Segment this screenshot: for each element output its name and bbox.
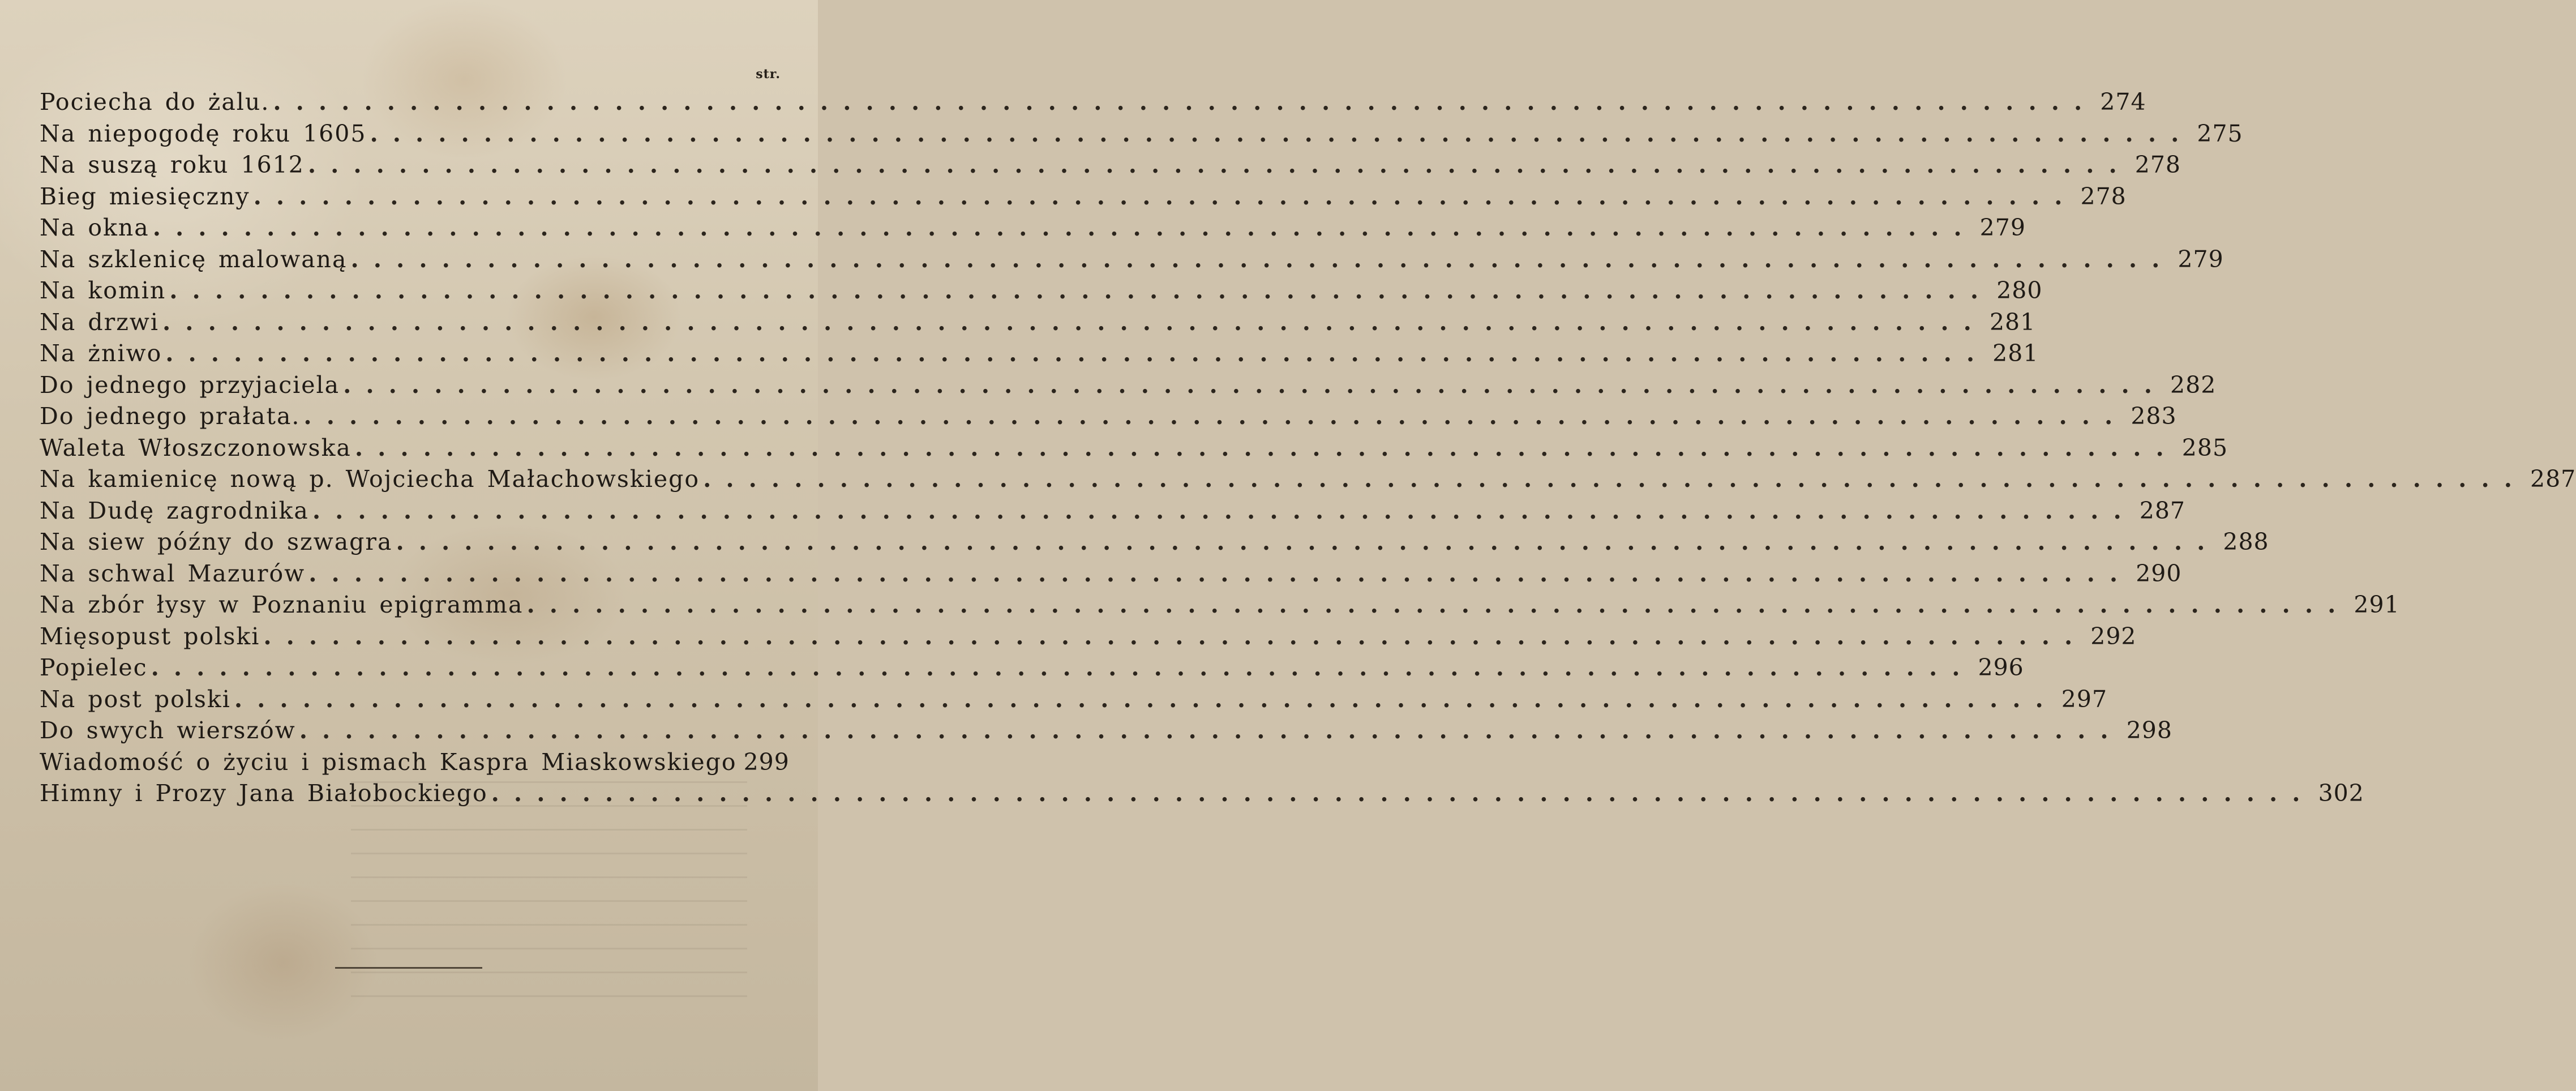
dot-leader: ................................................................................: [370, 119, 2194, 147]
toc-entry-title: Na suszą roku 1612: [40, 151, 305, 178]
toc-entry-page: 297: [2061, 685, 2108, 713]
dot-leader: ................................................................................: [253, 182, 2077, 210]
toc-entry: [40, 403, 2177, 434]
toc-entry: [40, 780, 2364, 811]
page-column-label: str.: [756, 67, 781, 82]
toc-entry-page: 287: [2139, 497, 2185, 524]
toc-entry-title: Do jednego przyjaciela: [40, 371, 340, 399]
toc-entry: [40, 685, 2108, 717]
toc-entry-page: 302: [2318, 780, 2364, 807]
toc-entry-page: 279: [1979, 214, 2026, 241]
dot-leader: ................................................................................: [396, 528, 2220, 555]
toc-entry: [40, 340, 2039, 371]
toc-entry-title: Wiadomość o życiu i pismach Kaspra Miaskowskiego: [40, 748, 737, 776]
toc-entry-page: 275: [2197, 119, 2243, 147]
dot-leader: ................................................................................: [312, 497, 2136, 524]
closing-rule: [335, 967, 482, 969]
dot-leader: ................................................................................: [303, 403, 2128, 430]
toc-entry: [40, 717, 2172, 748]
toc-entry-title: Na okna: [40, 214, 149, 241]
toc-entry: [40, 182, 2127, 215]
dot-leader: ................................................................................: [162, 308, 1986, 336]
toc-entry-title: Do swych wierszów: [40, 717, 296, 744]
toc-entry: [40, 497, 2185, 529]
toc-entry-title: Na szklenicę malowaną: [40, 245, 348, 273]
toc-entry-title: Na drzwi: [40, 308, 160, 336]
toc-entry-page: 280: [1996, 277, 2043, 304]
toc-entry-page: 287: [2530, 465, 2576, 493]
dot-leader: ................................................................................: [151, 654, 1975, 681]
toc-entry-title: Na niepogodę roku 1605: [40, 119, 367, 147]
toc-entry-title: Mięsopust polski: [40, 622, 260, 650]
toc-entry-title: Waleta Włoszczonowska: [40, 434, 352, 461]
dot-leader: ................................................................................: [165, 340, 1990, 367]
toc-entry-title: Na siew późny do szwagra: [40, 528, 393, 555]
dot-leader: ................................................................................: [491, 780, 2315, 807]
toc-entry-title: Na schwal Mazurów: [40, 559, 306, 587]
dot-leader: ................................................................................: [263, 622, 2088, 650]
toc-entry: [40, 151, 2181, 183]
toc-entry-title: Himny i Prozy Jana Białobockiego: [40, 780, 488, 807]
toc-entry: [40, 245, 2224, 277]
toc-entry-page: 288: [2223, 528, 2269, 555]
toc-entry-page: 274: [2100, 88, 2146, 115]
dot-leader: ................................................................................: [273, 88, 2097, 115]
toc-entry-page: 281: [1989, 308, 2036, 336]
toc-entry-page: 292: [2090, 622, 2137, 650]
dot-leader: ................................................................................: [350, 245, 2175, 273]
toc-entry-page: 282: [2170, 371, 2217, 399]
toc-entry: [40, 559, 2182, 592]
toc-entry-title: Na żniwo: [40, 340, 162, 367]
toc-entry-page: 291: [2354, 591, 2400, 618]
toc-entry: [40, 654, 2024, 686]
toc-entry: [40, 371, 2217, 403]
toc-entry-page: 298: [2126, 717, 2172, 744]
toc-entry: [40, 591, 2400, 623]
dot-leader: ................................................................................: [307, 151, 2132, 178]
dot-leader: ................................................................................: [234, 685, 2058, 713]
toc-entry-page: 279: [2178, 245, 2224, 273]
dot-leader: ................................................................................: [526, 591, 2351, 618]
dot-leader: ................................................................................: [703, 465, 2527, 493]
toc-entry-title: Bieg miesięczny: [40, 182, 250, 210]
toc-entry: [40, 277, 2043, 309]
toc-entry-page: 299: [743, 748, 790, 776]
bleed-through-text: [351, 781, 747, 1019]
toc-entry-title: Pociecha do żalu.: [40, 88, 270, 115]
toc-entry-page: 278: [2134, 151, 2181, 178]
toc-entry: [40, 748, 790, 780]
toc-entry-page: 290: [2136, 559, 2182, 587]
toc-entry: [40, 308, 2036, 340]
toc-entry: [40, 465, 2576, 497]
toc-entry-page: 296: [1978, 654, 2024, 681]
dot-leader: ................................................................................: [299, 717, 2123, 744]
toc-entry-page: 285: [2181, 434, 2228, 461]
toc-entry: [40, 214, 2026, 246]
toc-entry: [40, 119, 2243, 152]
toc-entry-page: 283: [2131, 403, 2177, 430]
table-of-contents: [40, 88, 2576, 811]
toc-entry-title: Na post polski: [40, 685, 231, 713]
dot-leader: ................................................................................: [152, 214, 1977, 241]
toc-entry: [40, 88, 2146, 120]
toc-entry-page: 278: [2080, 182, 2127, 210]
dot-leader: ................................................................................: [354, 434, 2179, 461]
toc-entry-title: Do jednego prałata.: [40, 403, 301, 430]
dot-leader: ................................................................................: [169, 277, 1994, 304]
toc-entry: [40, 434, 2228, 466]
toc-entry-title: Na kamienicę nową p. Wojciecha Małachowskiego: [40, 465, 700, 493]
toc-entry-title: Na Dudę zagrodnika: [40, 497, 309, 524]
dot-leader: ................................................................................: [343, 371, 2167, 399]
toc-entry: [40, 622, 2137, 654]
toc-entry-title: Popielec: [40, 654, 148, 681]
toc-entry-title: Na komin: [40, 277, 166, 304]
toc-entry: [40, 528, 2269, 560]
toc-entry-page: 281: [1992, 340, 2039, 367]
toc-entry-title: Na zbór łysy w Poznaniu epigramma: [40, 591, 524, 618]
dot-leader: ................................................................................: [308, 559, 2133, 587]
